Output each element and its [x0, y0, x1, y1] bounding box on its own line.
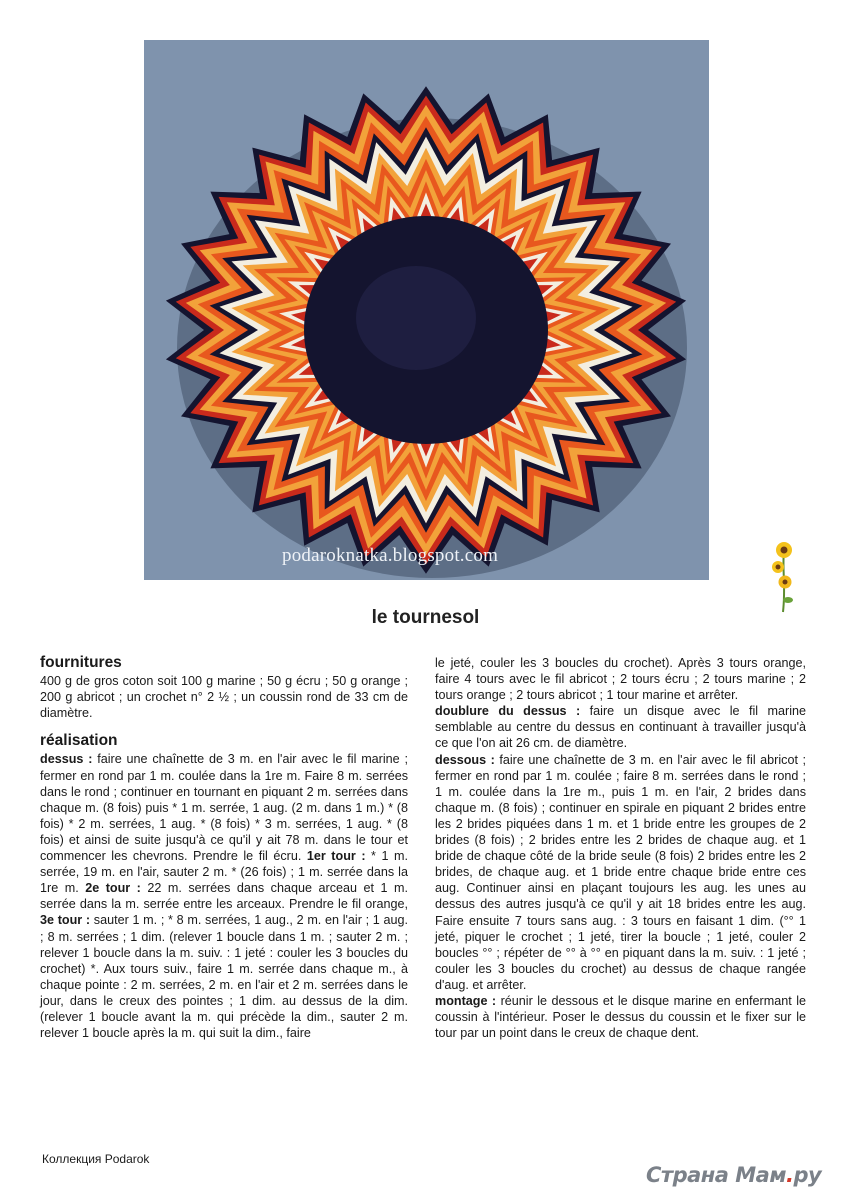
collection-label: Коллекция Podarok: [42, 1152, 150, 1166]
dessus-paragraph: [40, 751, 408, 1041]
montage-paragraph: [435, 993, 806, 1041]
tour2-label: 2e tour :: [85, 881, 141, 896]
tour1-text: * 1 m. serrée, 19 m. en l'air, sauter 2 m. * (26 fois) ; 1 m. serrée dans la 1re m.: [40, 849, 408, 896]
fournitures-text: 400 g de gros coton soit 100 g marine ; 50 g écru ; 50 g orange ; 200 g abricot ; un crochet n° 2 ½ ; un coussin rond de 33 cm de diamètre.: [40, 674, 408, 721]
dessous-paragraph: [435, 752, 806, 993]
page-title: le tournesol: [371, 607, 480, 628]
dessus-text: faire une chaînette de 3 m. en l'air avec le fil marine ; fermer en rond par 1 m. coulée dans la 1re m. Faire 8 m. serrées dans le rond ; continuer en tournant en piquant 2 m. serrées dans chaque m. (8 fois) puis * 1 m. serrée, 1 aug. (2 m. dans 1 m.) * (8 fois) * 2 m. serrées, 1 aug. * (8 fois) * 3 m. serrées, 1 aug. * (8 fois) et ainsi de suite jusqu'à ce qu'il y ait 78 m. dans le tour et commencer les chevrons. Prendre le fil écru.: [40, 752, 408, 864]
tour3-label: 3e tour :: [40, 913, 91, 928]
tour3-text-part1: sauter 1 m. ; * 8 m. serrées, 1 aug., 2 m. en l'air ; 1 aug. ; 8 m. serrées ; 1 dim. (relever 1 boucle dans 1 m. ; sauter 2 m. ; relever 1 boucle dans la m. suiv. : 1 jeté : couler les 3 boucles du crochet) *. Aux tours suiv., faire 1 m. serrée dans chaque m., à chaque pointe : 2 m. serrées, 2 m. en l'air et 2 m. serrées dans le jour, dans le creux des pointes ; 1 dim. au dessus de la dim. (relever 1 boucle avant la m. qui précède la dim., sauter 2 m. relever 1 boucle après la m. qui suit la dim., faire: [40, 913, 408, 1041]
realisation-heading: réalisation: [40, 732, 118, 750]
tour3-text-part2: le jeté, couler les 3 boucles du crochet). Après 3 tours orange, faire 4 tours avec le fil abricot ; 2 tours écru ; 2 tours marine ; 2 tours orange ; 2 tours abricot ; 1 tour marine et arrêter.: [435, 656, 806, 703]
tour1-label: 1er tour :: [306, 849, 366, 864]
dessus-label: dessus :: [40, 752, 93, 767]
montage-text: réunir le dessous et le disque marine en enfermant le coussin à l'intérieur. Poser le dessus du coussin et le fixer sur le tour par un point dans le creux de chaque dent.: [435, 993, 807, 1041]
site-logo-part1: Страна Мам: [646, 1163, 787, 1187]
doublure-text: faire un disque avec le fil marine semblable au centre du dessus en continuant à travailler jusqu'à ce que l'on ait 26 cm. de diamètre.: [435, 704, 806, 751]
site-logo: [646, 1163, 821, 1187]
sunflower-cushion-illustration: [144, 40, 709, 580]
photo-watermark: podaroknatka.blogspot.com: [282, 545, 499, 566]
tour3-continuation: [435, 655, 806, 703]
doublure-paragraph: [435, 703, 806, 751]
cushion-center-highlight: [356, 266, 476, 370]
left-column: [40, 655, 408, 1041]
cushion-photo: [144, 40, 709, 580]
tour2-text: 22 m. serrées dans chaque arceau et 1 m. serrée dans la m. serrée entre les arceaux. Prendre le fil orange,: [40, 881, 408, 912]
site-logo-dot: .: [786, 1163, 794, 1187]
right-column: [435, 655, 806, 1041]
fournitures-heading: fournitures: [40, 654, 122, 671]
dessous-label: dessous :: [435, 752, 495, 767]
sunflower-icon: [766, 540, 802, 614]
site-logo-part2: ру: [793, 1163, 822, 1187]
dessous-text: faire une chaînette de 3 m. en l'air avec le fil abricot ; fermer en rond par 1 m. coulée ; faire 8 m. serrées dans le rond ; 1 m. coulée dans la 1re m., puis 1 m. en l'air, 2 brides dans chaque m. (8 fois) ; continuer en spirale en piquant 2 brides entre les 2 brides piquées dans 1 m. et 1 bride entre les groupes de 2 brides (8 fois) ; 2 brides entre les 2 brides de chaque aug. et 1 bride de chaque côté de la bride seule (8 fois) 2 brides entre les 2 brides, de chaque aug. et 1 bride entre chaque bride entre ces aug. Continuer ainsi en plaçant toujours les aug. les unes au dessus des autres jusqu'à ce qu'il y ait 18 brides entre les aug. Faire ensuite 7 tours sans aug. : 3 tours en faisant 1 dim. (°° 1 jeté, piquer le crochet ; 1 jeté, tirer la boucle ; 1 jeté, couler 2 boucles °° ; répéter de °° à °° en piquant dans la m. suiv. : 1 jeté ; couler les 3 boucles du crochet) au dessus de chaque rangée d'aug. et arrêter.: [435, 752, 806, 992]
doublure-label: doublure du dessus :: [435, 704, 581, 719]
montage-label: montage :: [435, 993, 497, 1008]
